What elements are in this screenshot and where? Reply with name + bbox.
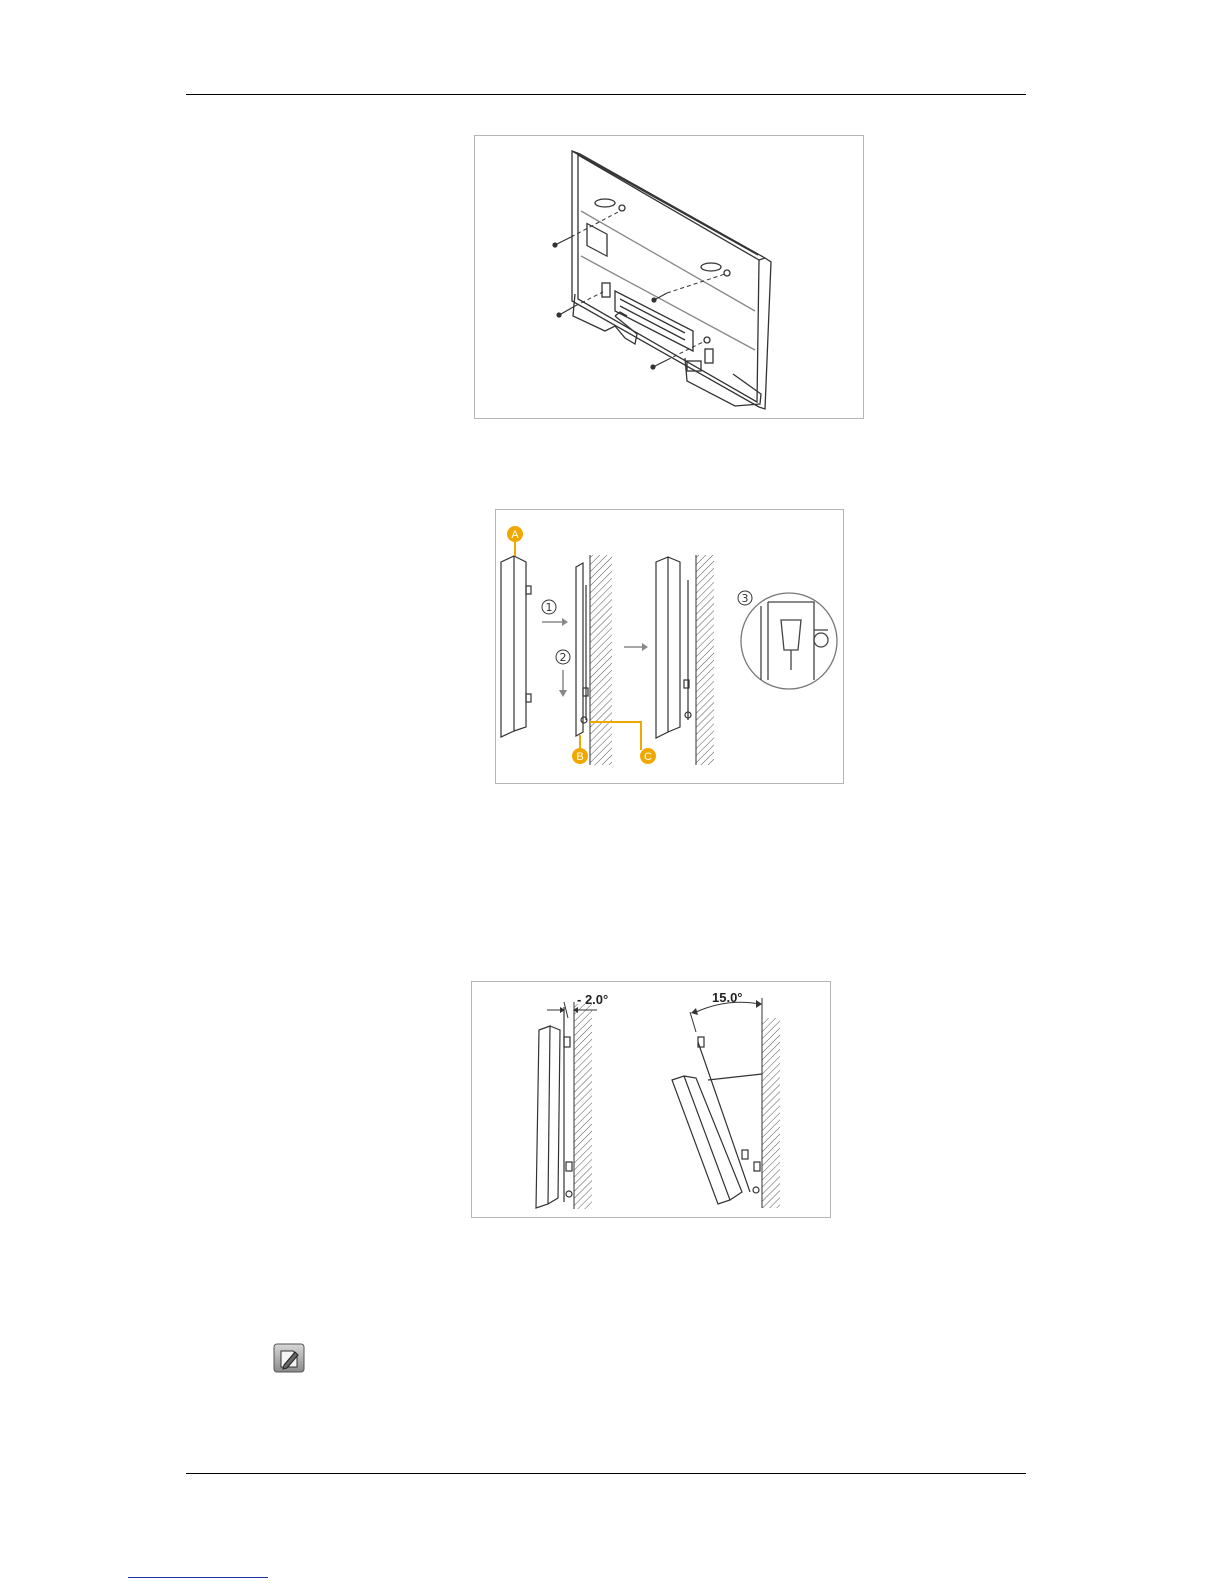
angle-minus-label: - 2.0° <box>577 992 609 1007</box>
figure-mounting-sequence <box>495 509 844 784</box>
step-1-label: 1 <box>545 601 553 614</box>
header-rule <box>186 94 1026 95</box>
step-3-label: 3 <box>741 592 749 605</box>
callout-c: C <box>644 751 652 763</box>
step-2-label: 2 <box>559 651 567 664</box>
callout-b: B <box>576 751 584 763</box>
footer-rule <box>186 1473 1026 1474</box>
tilt-angles-drawing <box>472 982 832 1219</box>
rear-panel-drawing <box>475 136 865 420</box>
figure-tilt-angles <box>471 981 831 1218</box>
footer-link-underline[interactable] <box>128 1577 268 1578</box>
angle-plus-label: 15.0° <box>712 990 743 1005</box>
callout-a: A <box>511 529 519 541</box>
note-pencil-icon <box>273 1343 305 1373</box>
mounting-sequence-drawing <box>496 510 845 785</box>
figure-screws-rear-panel <box>474 135 864 419</box>
